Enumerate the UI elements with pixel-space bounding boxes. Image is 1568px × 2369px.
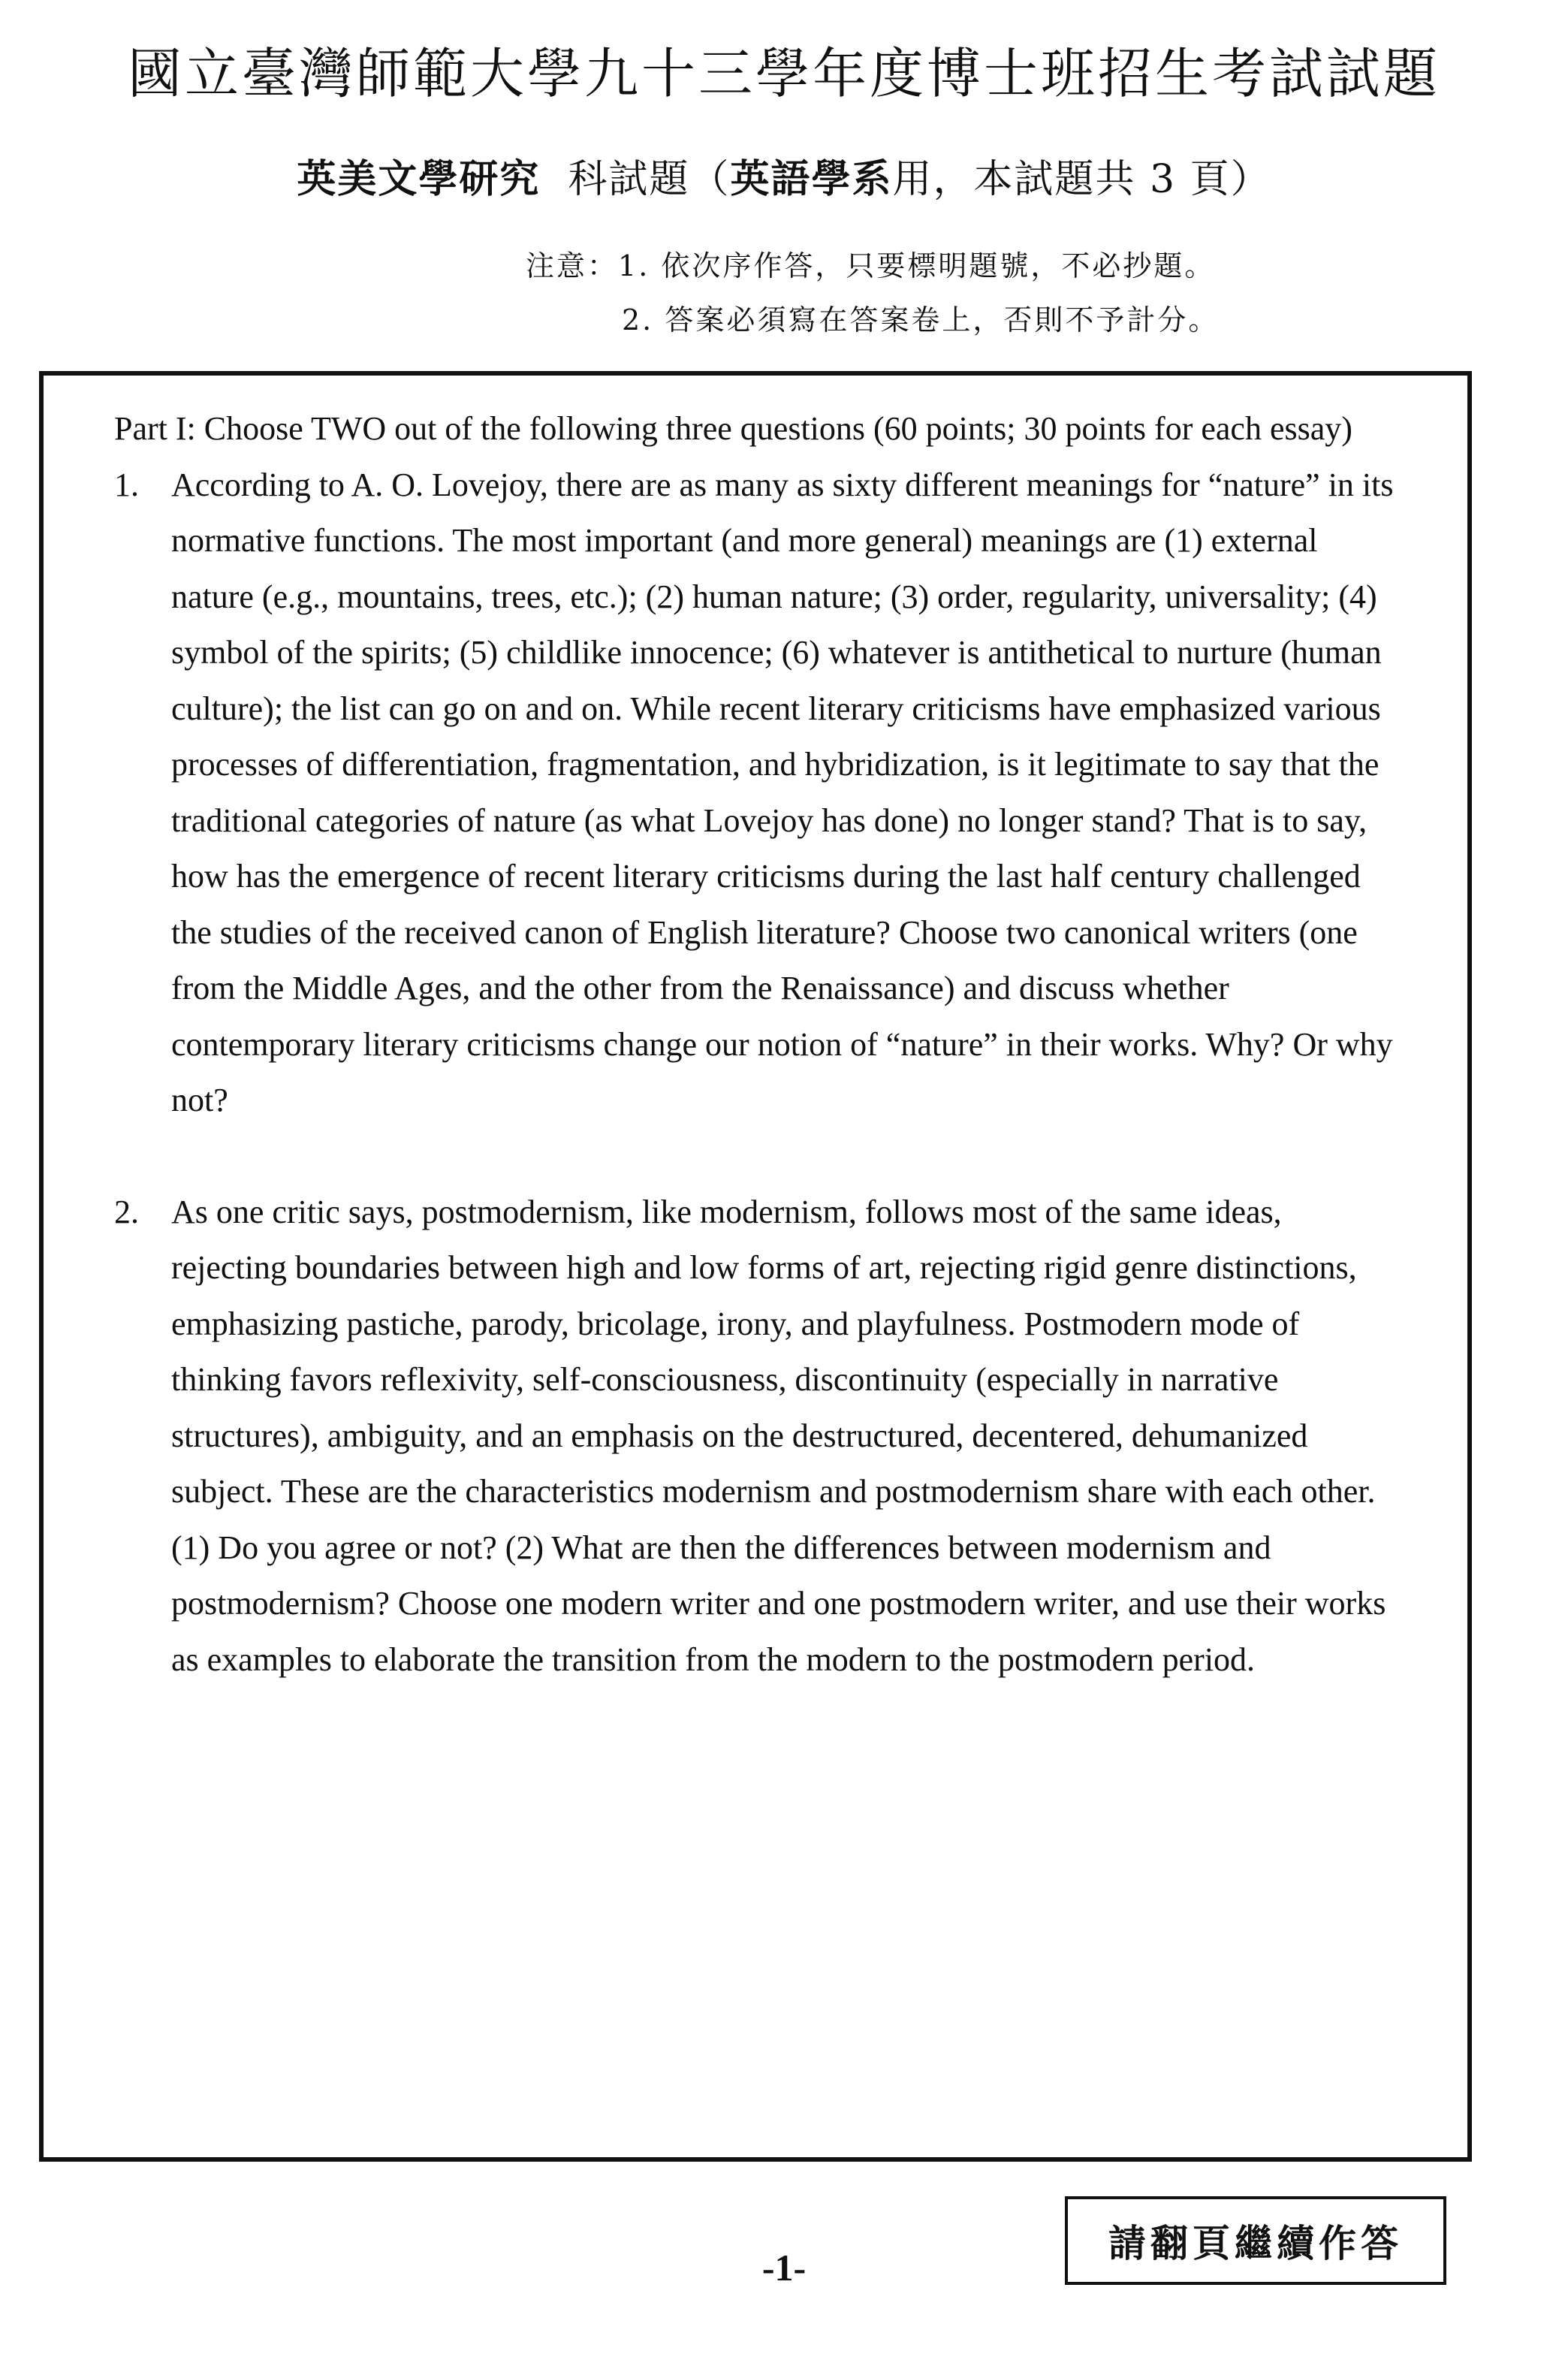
notice-label: 注意：	[526, 249, 619, 282]
subject-name: 英美文學研究	[297, 156, 541, 202]
subject-line	[0, 147, 1568, 204]
department-name: 英語學系	[730, 156, 893, 202]
part-heading: Part I: Choose TWO out of the following three questions (60 points; 30 points for each essay)	[114, 410, 1352, 447]
exam-notice	[526, 239, 1219, 347]
notice-line-1	[526, 239, 1219, 293]
question-item	[114, 1184, 1400, 1688]
question-spacer	[114, 1129, 1400, 1184]
notice-item-1: 1. 依次序作答，只要標明題號，不必抄題。	[618, 249, 1216, 282]
question-box	[39, 371, 1472, 2162]
subject-suffix: 科試題（	[568, 157, 731, 202]
continue-notice: 請翻頁繼續作答	[1065, 2196, 1446, 2285]
exam-title: 國立臺灣師範大學九十三學年度博士班招生考試試題	[127, 42, 1440, 105]
question-text: According to A. O. Lovejoy, there are as many as sixty different meanings for “nature” in its normative functions. The most important (and more general) meanings are (1) external nature (e.g., mountains, trees, etc.); (2) human nature; (3) order, regularity, universality; (4) symbol of the spirits; (5) childlike innocence; (6) whatever is antithetical to nurture (human culture); the list can go on and on. While recent literary criticisms have emphasized various processes of differentiation, fragmentation, and hybridization, is it legitimate to say that the traditional categories of nature (as what Lovejoy has done) no longer stand? That is to say, how has the emergence of recent literary criticisms during the last half century challenged the studies of the received canon of English literature? Choose two canonical writers (one from the Middle Ages, and the other from the Renaissance) and discuss whether contemporary literary criticisms change our notion of “nature” in their works. Why? Or why not?	[171, 466, 1394, 1118]
notice-item-2: 2. 答案必須寫在答案卷上，否則不予計分。	[622, 303, 1220, 336]
page-number: -1-	[761, 2247, 807, 2289]
question-item	[114, 457, 1400, 1129]
question-number: 1.	[114, 466, 139, 503]
question-text: As one critic says, postmodernism, like modernism, follows most of the same ideas, rejecting boundaries between high and low forms of art, rejecting rigid genre distinctions, emphasizing pastiche, parody, bricolage, irony, and playfulness. Postmodern mode of thinking favors reflexivity, self-consciousness, discontinuity (especially in narrative structures), ambiguity, and an emphasis on the destructured, decentered, dehumanized subject. These are the characteristics modernism and postmodernism share with each other. (1) Do you agree or not? (2) What are then the differences between modernism and postmodernism? Choose one modern writer and one postmodern writer, and use their works as examples to elaborate the transition from the modern to the postmodern period.	[171, 1193, 1386, 1678]
subject-spacer	[540, 157, 568, 202]
department-suffix: 用，本試題共 3 頁）	[892, 157, 1271, 202]
question-number: 2.	[114, 1193, 139, 1230]
